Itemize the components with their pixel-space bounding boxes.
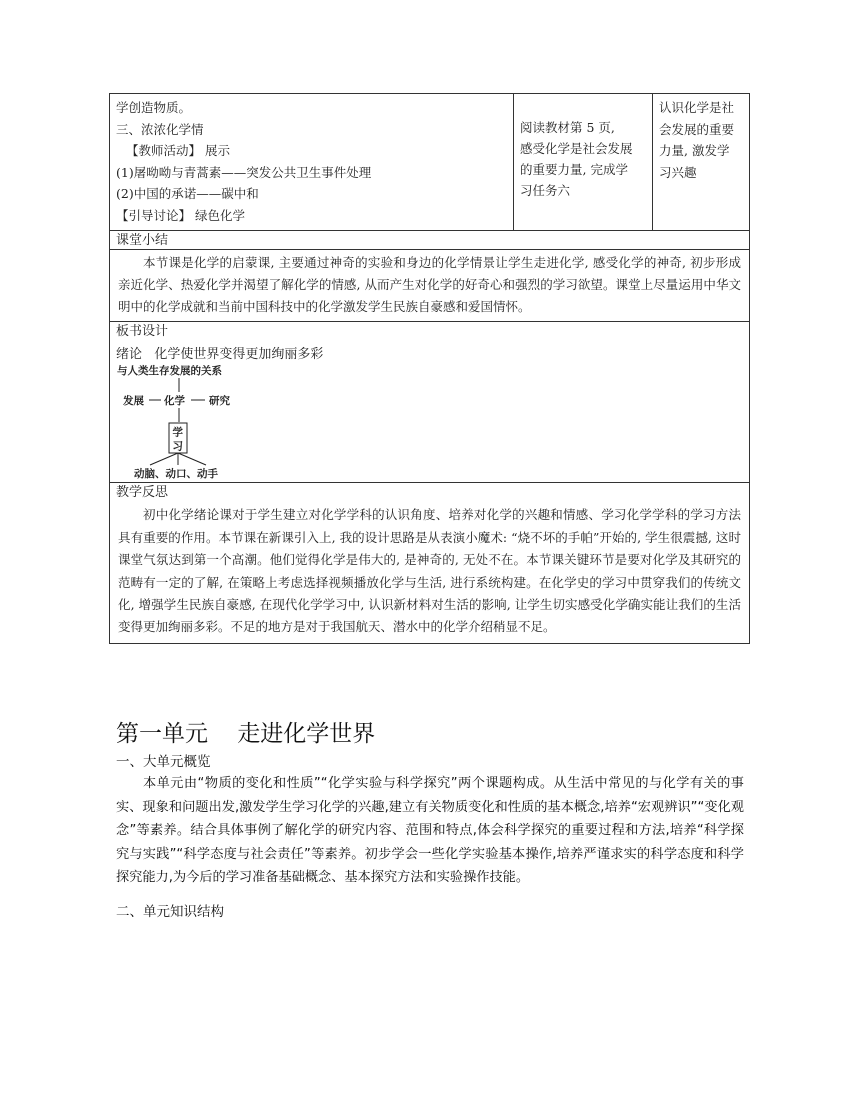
diagram-left-label: 发展 <box>123 395 144 408</box>
design-intent-cell <box>653 94 749 230</box>
activity-line: 【教师活动】 展示 <box>126 143 230 158</box>
teaching-reflection-heading: 教学反思 <box>116 485 169 501</box>
blackboard-title: 绪论 化学使世界变得更加绚丽多彩 <box>116 347 324 363</box>
diagram-box-bottom: 习 <box>172 440 183 453</box>
teaching-reflection-text: 初中化学绪论课对于学生建立对化学学科的认识角度、培养对化学的兴趣和情感、学习化学学科的学习方法具有重要的作用。本节课在新课引入上, 我的设计思路是从表演小魔术: “烧不坏的手帕”开始的, 学生很震撼, 这时课堂气氛达到第一个高潮。他们觉得化学是伟大的, 是神奇的, 无处不在。本节课关键环节是要对化学及其研究的范畴有一定的了解, 在策略上考虑选择视频播放化学与生活, 进行系统构建。在化学史的学习中贯穿我们的传统文化, 增强学生民族自豪感, 在现代化学学习中, 认识新材料对生活的影响, 让学生切实感受化学确实能让我们的生活变得更加绚丽多彩。不足的地方是对于我国航天、潜水中的化学介绍稍显不足。 <box>118 507 741 635</box>
activity-line: (2)中国的承诺——碳中和 <box>116 186 259 201</box>
diagram-box-top: 学 <box>172 426 183 439</box>
student-activity-cell <box>514 94 653 230</box>
diagram-bottom-label: 动脑、动口、动手 <box>134 468 218 481</box>
student-activity-line: 的重要力量, 完成学 <box>520 162 628 177</box>
class-summary-heading: 课堂小结 <box>110 231 749 250</box>
design-intent-line: 习兴趣 <box>659 164 697 180</box>
design-intent-line: 力量, 激发学 <box>659 143 730 158</box>
diagram-center-label: 化学 <box>164 395 185 408</box>
design-intent-line: 会发展的重要 <box>659 121 735 137</box>
activity-line: 【引导讨论】 绿色化学 <box>116 207 245 223</box>
diagram-right-label: 研究 <box>209 395 230 408</box>
blackboard-diagram <box>110 362 350 482</box>
diagram-top-label: 与人类生存发展的关系 <box>117 365 222 378</box>
student-activity-line: 习任务六 <box>520 183 571 198</box>
design-intent-line: 认识化学是社 <box>659 100 735 115</box>
unit-title: 第一单元 走进化学世界 <box>116 721 376 747</box>
diagram-connector <box>150 453 178 465</box>
activity-line: 三、浓浓化学情 <box>116 121 204 137</box>
student-activity-line: 阅读教材第 5 页, <box>520 120 615 135</box>
blackboard-design-heading: 板书设计 <box>116 324 169 340</box>
activity-line: (1)屠呦呦与青蒿素——突发公共卫生事件处理 <box>116 164 372 180</box>
diagram-connector <box>178 453 206 465</box>
table-row <box>110 94 749 231</box>
teaching-reflection-section <box>110 483 749 642</box>
blackboard-design-section <box>110 322 749 483</box>
activity-cell <box>110 94 514 230</box>
student-activity-line: 感受化学是社会发展 <box>520 141 633 156</box>
section-heading-structure: 二、单元知识结构 <box>116 904 224 920</box>
class-summary-text: 本节课是化学的启蒙课, 主要通过神奇的实验和身边的化学情景让学生走进化学, 感受化学的神奇, 初步形成亲近化学、热爱化学并渴望了解化学的情感, 从而产生对化学的好奇心和强烈的学习欲望。课堂上尽量运用中华文明中的化学成就和当前中国科技中的化学激发学生民族自豪感和爱国情怀。 <box>118 255 741 314</box>
lesson-table <box>109 93 750 644</box>
activity-line: 学创造物质。 <box>116 100 192 115</box>
overview-paragraph: 本单元由“物质的变化和性质”“化学实验与科学探究”两个课题构成。从生活中常见的与化学有关的事实、现象和问题出发,激发学生学习化学的兴趣,建立有关物质变化和性质的基本概念,培养“宏观辨识”“变化观念”等素养。结合具体事例了解化学的研究内容、范围和特点,体会科学探究的重要过程和方法,培养“科学探究与实践”“科学态度与社会责任”等素养。初步学会一些化学实验基本操作,培养严谨求实的科学态度和科学探究能力,为今后的学习准备基础概念、基本探究方法和实验操作技能。 <box>116 776 744 886</box>
section-heading-overview: 一、大单元概览 <box>116 754 211 770</box>
class-summary-section <box>110 231 749 322</box>
